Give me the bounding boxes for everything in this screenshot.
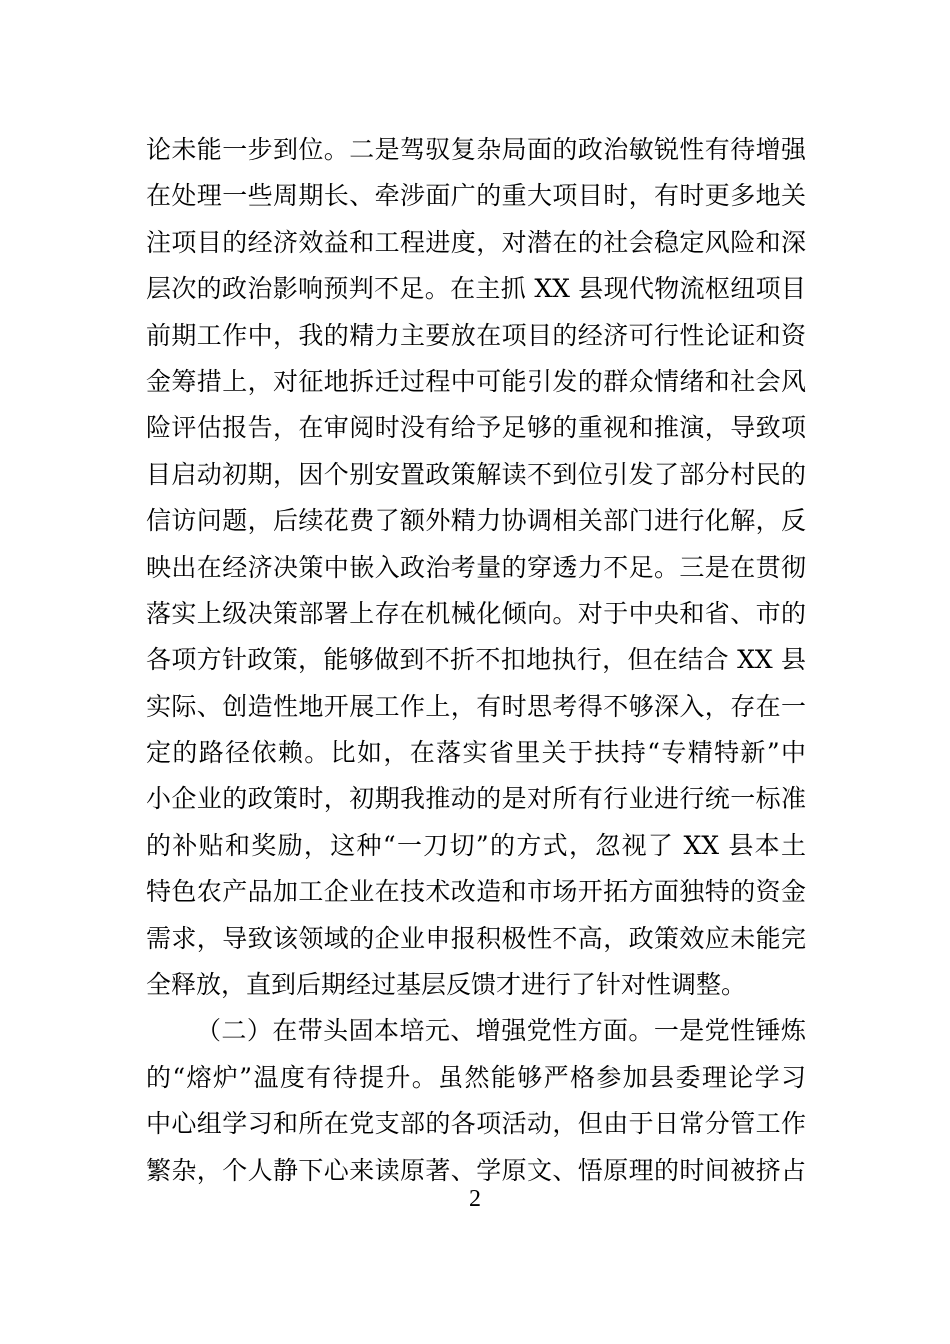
text-line: 目启动初期，因个别安置政策解读不到位引发了部分村民的: [146, 459, 806, 489]
paragraph-2: [146, 1008, 806, 1194]
text-line: 特色农产品加工企业在技术改造和市场开拓方面独特的资金: [146, 877, 806, 907]
text-line: 繁杂，个人静下心来读原著、学原文、悟原理的时间被挤占: [146, 1155, 806, 1185]
paragraph-1: [146, 127, 806, 1008]
text-line: 的“熔炉”温度有待提升。虽然能够严格参加县委理论学习: [146, 1062, 806, 1092]
text-line: 论未能一步到位。二是驾驭复杂局面的政治敏锐性有待增强: [146, 135, 806, 164]
body-text: [146, 127, 806, 1194]
text-line: 小企业的政策时，初期我推动的是对所有行业进行统一标准: [146, 784, 806, 814]
text-line: 映出在经济决策中嵌入政治考量的穿透力不足。三是在贯彻: [146, 552, 806, 582]
page-number: 2: [469, 1186, 481, 1212]
text-line: 注项目的经济效益和工程进度，对潜在的社会稳定风险和深: [146, 227, 806, 257]
text-line: 实际、创造性地开展工作上，有时思考得不够深入，存在一: [146, 691, 806, 721]
text-line: 需求，导致该领域的企业申报积极性不高，政策效应未能完: [146, 923, 806, 953]
text-line: 信访问题，后续花费了额外精力协调相关部门进行化解，反: [146, 506, 806, 536]
text-line: 全释放，直到后期经过基层反馈才进行了针对性调整。: [146, 970, 747, 1000]
text-line: 险评估报告，在审阅时没有给予足够的重视和推演，导致项: [146, 413, 806, 443]
text-line: 层次的政治影响预判不足。在主抓 XX 县现代物流枢纽项目: [146, 274, 806, 304]
text-line: 的补贴和奖励，这种“一刀切”的方式，忽视了 XX 县本土: [146, 830, 806, 860]
text-line: 在处理一些周期长、牵涉面广的重大项目时，有时更多地关: [146, 181, 806, 211]
text-line: 定的路径依赖。比如，在落实省里关于扶持“专精特新”中: [146, 738, 806, 768]
text-line: 各项方针政策，能够做到不折不扣地执行，但在结合 XX 县: [146, 645, 806, 675]
text-line: 中心组学习和所在党支部的各项活动，但由于日常分管工作: [146, 1109, 806, 1139]
text-line: 落实上级决策部署上存在机械化倾向。对于中央和省、市的: [146, 598, 806, 628]
text-line: 金筹措上，对征地拆迁过程中可能引发的群众情绪和社会风: [146, 366, 806, 396]
text-line: 前期工作中，我的精力主要放在项目的经济可行性论证和资: [146, 320, 806, 350]
text-line: （二）在带头固本培元、增强党性方面。一是党性锤炼: [196, 1016, 806, 1046]
